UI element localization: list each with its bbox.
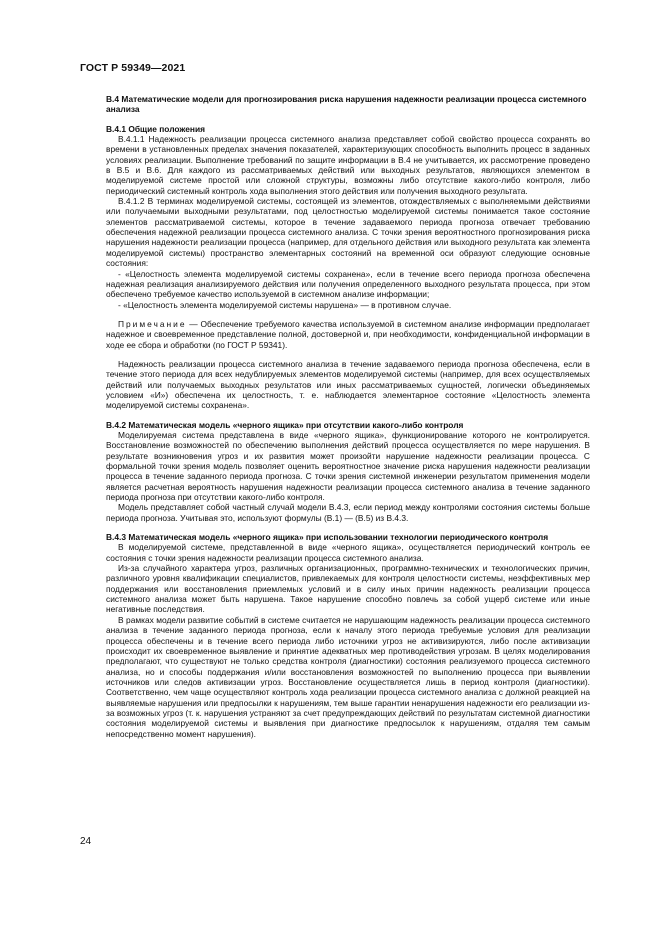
paragraph-b42-2: Модель представляет собой частный случай модели В.4.3, если период между контролями состояния системы больше периода прогноза. Учитывая это, используют формулы (В.1) — (В.5) из В.4.3.: [106, 502, 590, 523]
page-number: 24: [80, 836, 92, 847]
note-label: Примечание: [118, 318, 187, 329]
paragraph-b412: В.4.1.2 В терминах моделируемой системы, состоящей из элементов, отождествляемых с выполняемыми действиями или получаемыми выходными результатами, под целостностью моделируемой системы понимается такое состояние элементов рассматриваемой системы, которое в течение задаваемого периода прогноза отвечает требованию обеспечения надежной реализации процесса системного анализа. С точки зрения вероятностного прогнозирования риска нарушения надежности реализации процесса (например, для отдельного действия или выходного результата как элемента моделируемой системы) пространство элементарных состояний на временной оси образуют следующие основные состояния:: [106, 196, 590, 269]
note-text: — Обеспечение требуемого качества используемой в системном анализе информации предполагает надежное и своевременное представление полной, достоверной и, при необходимости, конфиденциальной информации в ходе ее сбора и обработки (по ГОСТ Р 59341).: [106, 318, 590, 350]
page-content: [106, 94, 590, 739]
note: [106, 319, 590, 350]
standard-number-header: ГОСТ Р 59349—2021: [80, 62, 186, 74]
section-b41-heading: В.4.1 Общие положения: [106, 123, 205, 134]
section-b43-heading: В.4.3 Математическая модель «черного ящика» при использовании технологии периодического контроля: [106, 532, 549, 543]
paragraph-reliability-condition: Надежность реализации процесса системного анализа в течение задаваемого периода прогноза обеспечена, если в течение этого периода для всех недублируемых элементов моделируемой системы (например, для всех осуществляемых действий или получаемых выходных результатов или иных рассматриваемых сущностей, логически объединяемых условием «И») обеспечена их целостность, т. е. наблюдается элементарное состояние «Целостность элемента моделируемой системы сохранена».: [106, 358, 590, 411]
paragraph-b43-1: В моделируемой системе, представленной в виде «черного ящика», осуществляется периодический контроль ее состояния с точки зрения надежности реализации процесса системного анализа.: [106, 542, 590, 563]
paragraph-b411: В.4.1.1 Надежность реализации процесса системного анализа представляет собой свойство процесса сохранять во времени в установленных пределах значения показателей, характеризующих способность выполнить процесс в заданных условиях реализации. Выполнение требований по защите информации в В.4 не учитывается, их рассмотрение проведено в В.5 и В.6. Для каждого из рассматриваемых действий или выходных результатов, являющихся элементом в моделируемой системе простой или сложной структуры, возможны либо отсутствие какого-либо контроля, либо периодический системный контроль хода выполнения этого действия или получения выходного результата.: [106, 134, 590, 196]
section-b42-heading: В.4.2 Математическая модель «черного ящика» при отсутствии какого-либо контроля: [106, 419, 464, 430]
list-item-integrity-preserved: - «Целостность элемента моделируемой системы сохранена», если в течение всего периода прогноза обеспечена надежная реализация анализируемого действия или получения определенного выходного результата процесса, при этом обеспечено требуемое качество используемой в системном анализе информации;: [106, 268, 590, 300]
paragraph-b43-3: В рамках модели развитие событий в системе считается не нарушающим надежность реализации процесса системного анализа в течение заданного периода прогноза, если к началу этого периода требуемые условия для реализации процесса обеспечены и в течение всего периода либо источники угроз не активизируются, либо после активизации происходит их своевременное выявление и принятие адекватных мер противодействия угрозам. В целях моделирования предполагают, что существуют не только средства контроля (диагностики) состояния реализуемого процесса системного анализа, но и способы поддержания и/или восстановления возможностей по выполнению процесса при выявлении источников или следов активизации угроз. Восстановление осуществляется лишь в период контроля (диагностики). Соответственно, чем чаще осуществляют контроль хода реализации процесса системного анализа с должной реакцией на выявляемые нарушения или предпосылки к нарушениям, тем выше гарантии ненарушения надежности его реализации из-за возможных угроз (т. к. нарушения устраняют за счет предупреждающих действий по результатам системной диагностики состояния моделируемой системы и выявления при диагностике предпосылок к нарушениям, отдаляя тем самым непосредственно момент нарушения).: [106, 614, 590, 739]
paragraph-b43-2: Из-за случайного характера угроз, различных организационных, программно-технических и технологических причин, различного уровня квалификации специалистов, привлекаемых для контроля целостности системы, неэффективных мер поддержания или восстановления приемлемых условий и в силу иных причин надежность реализации процесса системного анализа может быть нарушена. Такое нарушение способно повлечь за собой ущерб системе или иные негативные последствия.: [106, 563, 590, 615]
list-item-integrity-violated: - «Целостность элемента моделируемой системы нарушена» — в противном случае.: [118, 299, 452, 310]
section-b4-heading: В.4 Математические модели для прогнозирования риска нарушения надежности реализации процесса системного анализа: [106, 94, 587, 115]
paragraph-b42-1: Моделируемая система представлена в виде «черного ящика», функционирование которого не контролируется. Восстановление возможностей по обеспечению выполнения действий процесса осуществляется по мере нарушения. В результате возникновения угроз и их развития может произойти нарушение надежности реализации процесса. С формальной точки зрения модель позволяет оценить вероятностное значение риска нарушения надежности реализации процесса в течение заданного периода прогноза. С точки зрения системной инженерии результатом применения модели является расчетная вероятность нарушения надежности реализации процесса системного анализа в течение заданного периода прогноза при отсутствии какого-либо контроля.: [106, 429, 590, 503]
